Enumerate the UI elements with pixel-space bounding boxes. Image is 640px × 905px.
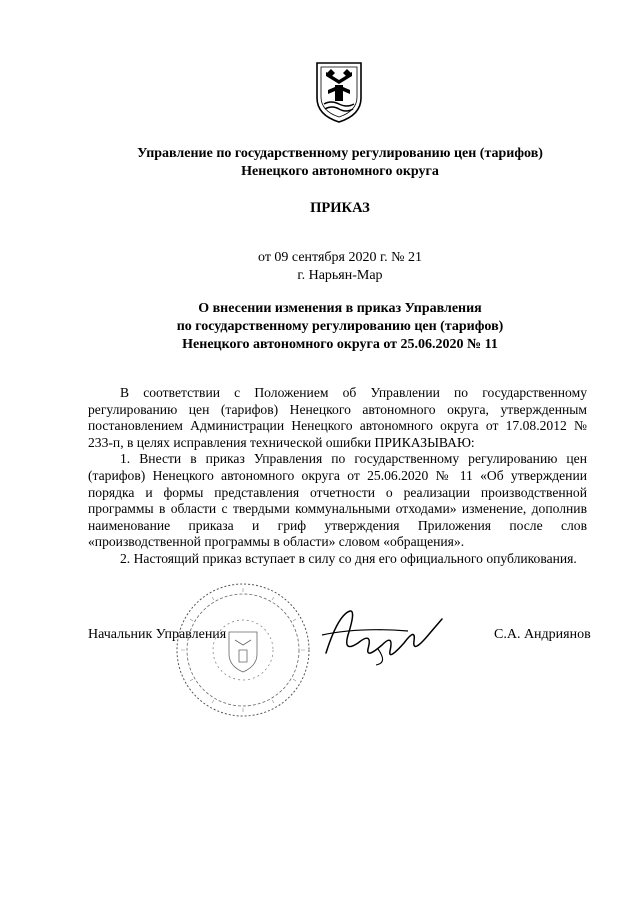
organization-name-line2: Ненецкого автономного округа [241,164,439,179]
official-seal-icon [173,580,313,720]
clause-2-paragraph: 2. Настоящий приказ вступает в силу со дня его официального опубликования. [120,550,577,566]
preamble-paragraph: В соответствии с Положением об Управлении по государственному регулированию цен (тарифов) Ненецкого автономного округа, утвержденным постановлением Администрации Ненецкого автономного округа от 17.08.2012 № 233-п, в целях исправления технической ошибки ПРИКАЗЫВАЮ: [88,385,587,450]
document-type: ПРИКАЗ [310,200,370,216]
order-body [88,385,587,568]
signatory-name: С.А. Андриянов [494,627,591,642]
clause-1-paragraph: 1. Внести в приказ Управления по государственному регулированию цен (тарифов) Ненецкого автономного округа от 25.06.2020 № 11 «Об утверждении порядка и формы представления отчетности о реализации производственной программы в области с твердыми коммунальными отходами» изменение, дополнив наименование приказа и гриф утверждения Приложения после слов «производственной программы в области» словом «обращения». [88,451,587,550]
organization-name [60,145,620,181]
nao-coat-of-arms-icon [314,60,364,124]
organization-name-line1: Управление по государственному регулированию цен (тарифов) [137,146,543,161]
handwritten-signature-icon [318,605,448,667]
order-subject-line3: Ненецкого автономного округа от 25.06.2020 № 11 [182,337,498,352]
order-place: г. Нарьян-Мар [297,268,383,283]
order-subject [60,300,620,354]
order-subject-line1: О внесении изменения в приказ Управления [198,301,482,316]
signatory-position: Начальник Управления [88,627,227,642]
order-date-number: от 09 сентября 2020 г. № 21 [258,250,422,265]
order-subject-line2: по государственному регулированию цен (тарифов) [176,319,504,334]
date-place-block [60,249,620,285]
